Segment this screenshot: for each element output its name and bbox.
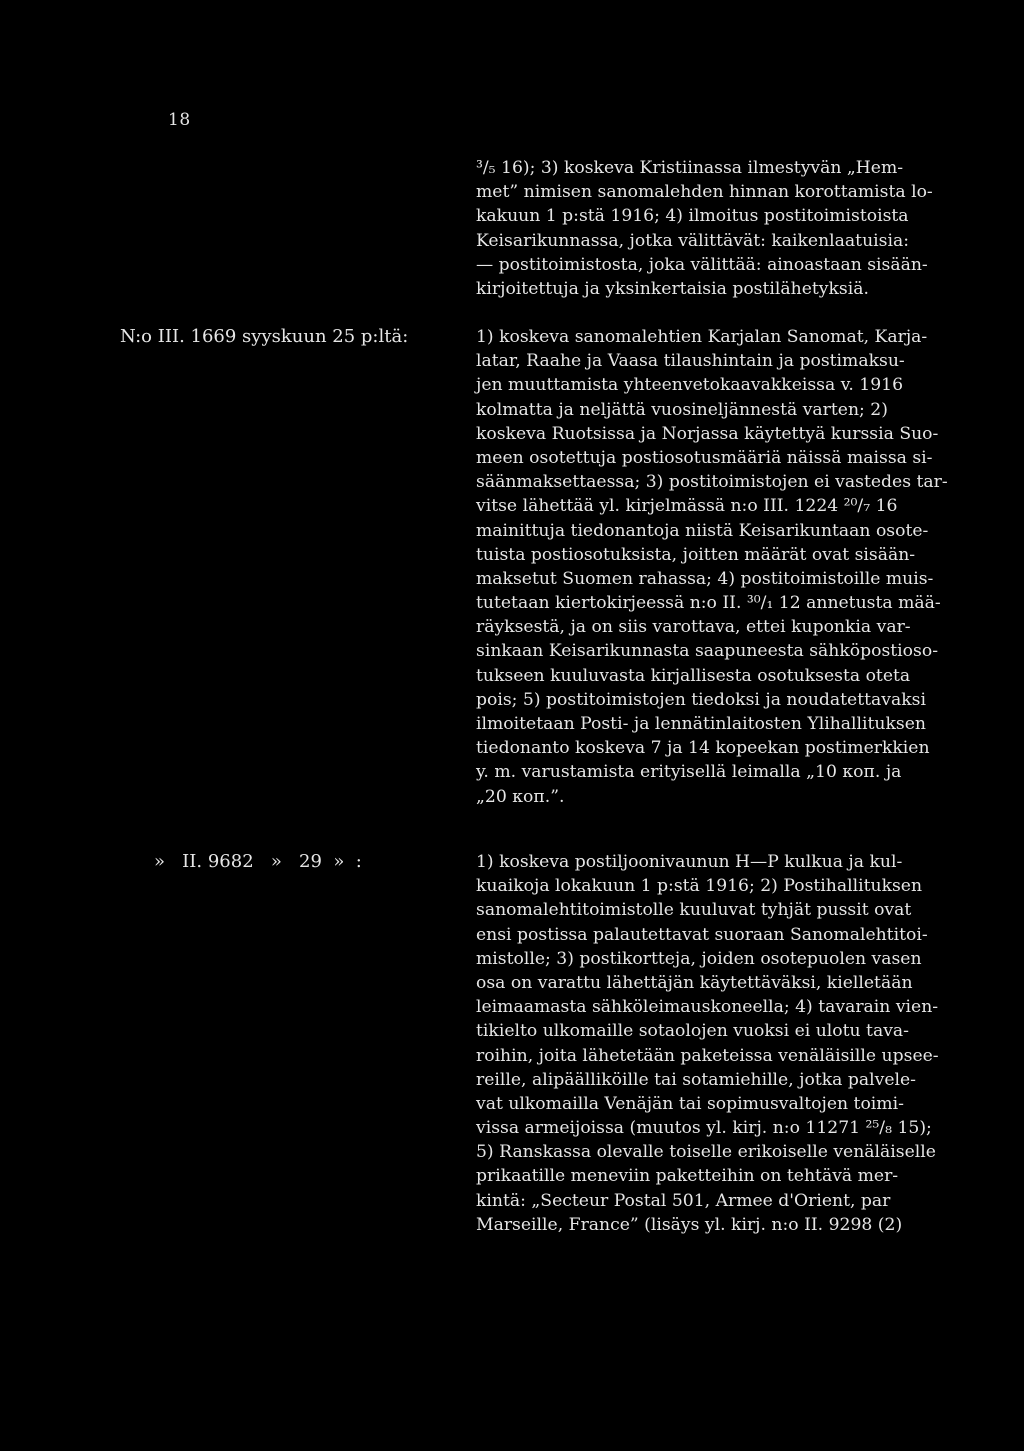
text-line: tiedonanto koskeva 7 ja 14 kopeekan postimerkkien	[476, 738, 930, 759]
text-line: — postitoimistosta, joka välittää: ainoastaan sisään-	[476, 254, 928, 275]
text-line: pois; 5) postitoimistojen tiedoksi ja noudatettavaksi	[476, 689, 926, 710]
entry-reference: » II. 9682 » 29 » :	[154, 851, 362, 872]
text-line: 5) Ranskassa olevalle toiselle erikoiselle venäläiselle	[476, 1142, 936, 1163]
text-line: prikaatille meneviin paketteihin on tehtävä mer-	[476, 1166, 899, 1187]
text-line: y. m. varustamista erityisellä leimalla „10 коп. ja	[476, 762, 902, 783]
text-line: räyksestä, ja on siis varottava, ettei kuponkia var-	[476, 617, 911, 638]
text-line: jen muuttamista yhteenvetokaavakkeissa v. 1916	[476, 375, 904, 396]
intro-paragraph	[476, 156, 956, 301]
text-line: vitse lähettää yl. kirjelmässä n:o III. 1224 ²⁰/₇ 16	[476, 496, 898, 517]
text-line: tutetaan kiertokirjeessä n:o II. ³⁰/₁ 12 annetusta mää-	[476, 593, 941, 614]
text-line: reille, alipäälliköille tai sotamiehille, jotka palvele-	[476, 1069, 916, 1090]
text-line: kuaikoja lokakuun 1 p:stä 1916; 2) Postihallituksen	[476, 876, 923, 897]
text-line: ilmoitetaan Posti- ja lennätinlaitosten Ylihallituksen	[476, 714, 926, 734]
text-line: maksetut Suomen rahassa; 4) postitoimistoille muis-	[476, 568, 934, 589]
text-line: leimaamasta sähköleimauskoneella; 4) tavarain vien-	[476, 997, 939, 1018]
entry-text	[476, 850, 956, 1237]
text-line: mainittuja tiedonantoja niistä Keisarikuntaan osote-	[476, 520, 929, 541]
text-line: „20 коп.”.	[476, 786, 565, 807]
text-line: latar, Raahe ja Vaasa tilaushintain ja postimaksu-	[476, 351, 905, 372]
entry-reference: N:o III. 1669 syyskuun 25 p:ltä:	[120, 326, 409, 347]
text-line: meen osotettuja postiosotusmääriä näissä maissa si-	[476, 447, 933, 468]
text-line: sinkaan Keisarikunnasta saapuneesta sähköpostioso-	[476, 641, 938, 662]
text-line: tukseen kuuluvasta kirjallisesta osotuksesta oteta	[476, 665, 911, 686]
text-line: kintä: „Secteur Postal 501, Armee d'Orient, par	[476, 1190, 891, 1211]
text-line: mistolle; 3) postikortteja, joiden osotepuolen vasen	[476, 948, 922, 969]
text-line: 1) koskeva sanomalehtien Karjalan Sanomat, Karja-	[476, 327, 928, 347]
text-line: roihin, joita lähetetään paketeissa venäläisille upsee-	[476, 1045, 939, 1066]
text-line: kirjoitettuja ja yksinkertaisia postilähetyksiä.	[476, 278, 869, 299]
text-line: met” nimisen sanomalehden hinnan korottamista lo-	[476, 182, 933, 203]
text-line: tikielto ulkomaille sotaolojen vuoksi ei ulotu tava-	[476, 1021, 909, 1042]
text-line: vissa armeijoissa (muutos yl. kirj. n:o 11271 ²⁵/₈ 15);	[476, 1118, 932, 1139]
text-line: sanomalehtitoimistolle kuuluvat tyhjät pussit ovat	[476, 900, 912, 921]
text-line: 1) koskeva postiljoonivaunun H—P kulkua ja kul-	[476, 852, 903, 872]
text-line: tuista postiosotuksista, joitten määrät ovat sisään-	[476, 544, 916, 565]
text-line: Marseille, France” (lisäys yl. kirj. n:o II. 9298 (2)	[476, 1214, 903, 1235]
text-line: kakuun 1 p:stä 1916; 4) ilmoitus postitoimistoista	[476, 206, 909, 227]
text-line: koskeva Ruotsissa ja Norjassa käytettyä kurssia Suo-	[476, 423, 939, 444]
text-line: Keisarikunnassa, jotka välittävät: kaikenlaatuisia:	[476, 230, 909, 251]
entry-text	[476, 325, 956, 809]
text-line: kolmatta ja neljättä vuosineljännestä varten; 2)	[476, 399, 888, 420]
text-line: osa on varattu lähettäjän käytettäväksi, kielletään	[476, 972, 913, 993]
text-line: ³/₅ 16); 3) koskeva Kristiinassa ilmestyvän „Hem-	[476, 158, 904, 178]
text-line: ensi postissa palautettavat suoraan Sanomalehtitoi-	[476, 924, 928, 945]
text-line: säänmaksettaessa; 3) postitoimistojen ei vastedes tar-	[476, 472, 948, 493]
page-number: 18	[168, 110, 191, 130]
text-line: vat ulkomailla Venäjän tai sopimusvaltojen toimi-	[476, 1093, 904, 1114]
